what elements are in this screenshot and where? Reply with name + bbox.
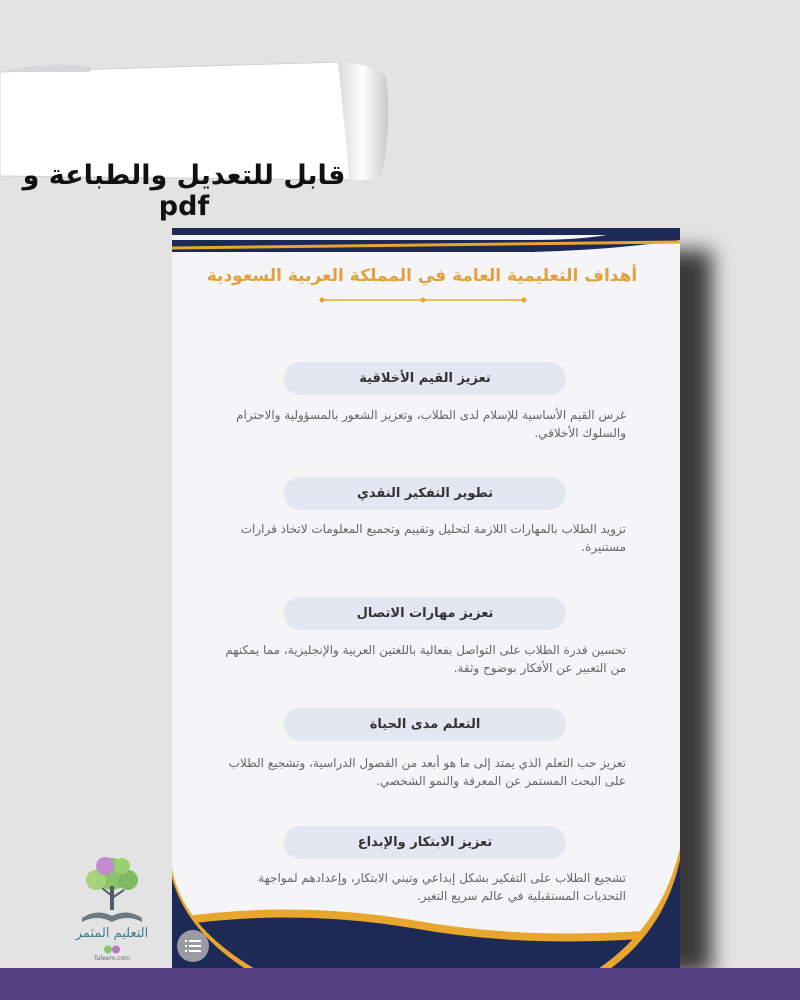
document-title: أهداف التعليمية العامة في المملكة العربية السعودية <box>206 266 638 286</box>
section-title-5: تعزيز الابتكار والإبداع <box>284 826 566 859</box>
logo-dots-icon <box>103 945 121 954</box>
section-description-3: تحسين قدرة الطلاب على التواصل بفعالية باللغتين العربية والإنجليزية، مما يمكنهم من التعبير عن الأفكار بوضوح وثقة. <box>225 643 626 675</box>
section-description-1: غرس القيم الأساسية للإسلام لدى الطلاب، وتعزيز الشعور بالمسؤولية والاحترام والسلوك الأخلاقي. <box>236 408 626 440</box>
section-title-3: تعزيز مهارات الاتصال <box>284 597 566 630</box>
document-page <box>172 228 680 973</box>
menu-icon <box>185 939 201 953</box>
banner-text: قابل للتعديل والطباعة و pdf <box>22 160 346 222</box>
logo-url: Taleem.com <box>94 955 130 962</box>
logo <box>72 852 152 962</box>
section-description-4: تعزيز حب التعلم الذي يمتد إلى ما هو أبعد من الفصول الدراسية، وتشجيع الطلاب على البحث المستمر عن المعرفة والنمو الشخصي. <box>228 756 626 788</box>
section-description-5: تشجيع الطلاب على التفكير بشكل إبداعي وتبني الابتكار، وإعدادهم لمواجهة التحديات المستقبلية في عالم سريع التغير. <box>258 871 626 903</box>
section-title-1: تعزيز القيم الأخلاقية <box>284 362 566 395</box>
section-title-4: التعلم مدى الحياة <box>284 708 566 741</box>
menu-button[interactable] <box>177 930 209 962</box>
section-description-2: تزويد الطلاب بالمهارات اللازمة لتحليل وتقييم وتجميع المعلومات لاتخاذ قرارات مستنيرة. <box>240 522 626 554</box>
top-banner <box>0 62 392 222</box>
logo-name: التعليم المثمر <box>75 926 149 941</box>
tree-book-icon <box>72 852 152 928</box>
bottom-bar <box>0 968 800 1000</box>
section-title-2: تطوير التفكير النقدي <box>284 477 566 510</box>
